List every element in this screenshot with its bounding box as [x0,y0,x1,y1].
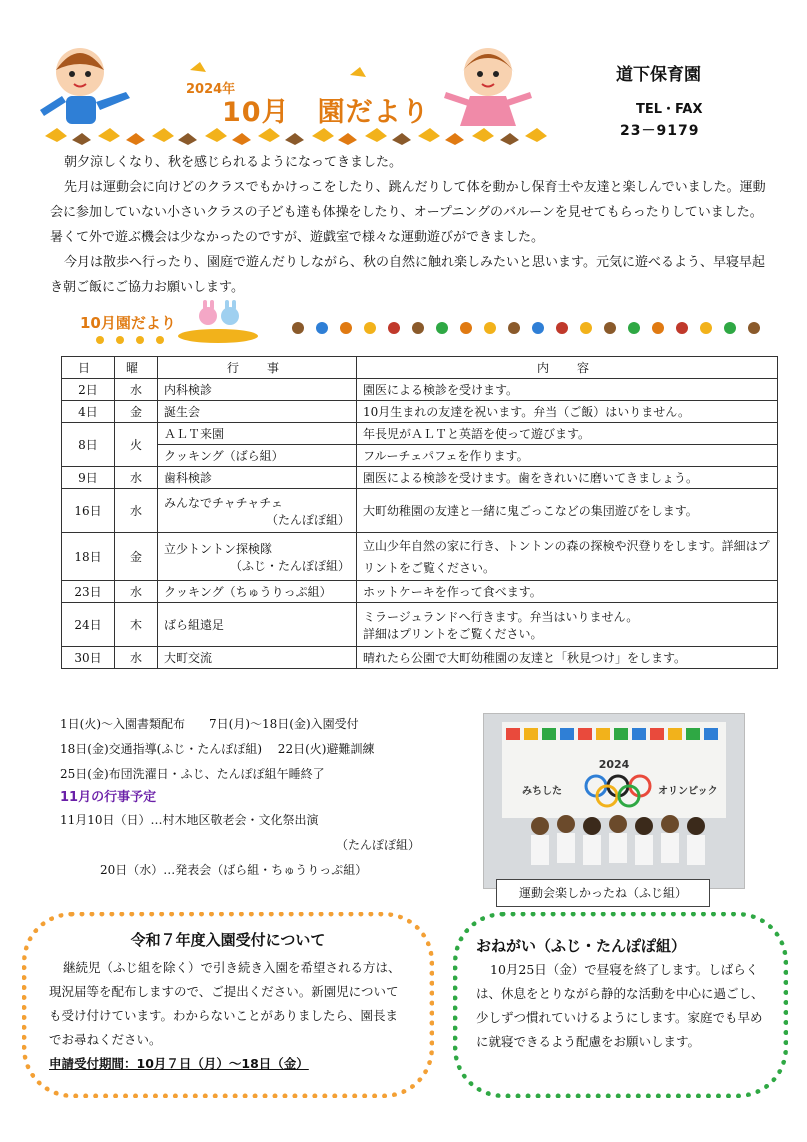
intro-paragraph: 先月は運動会に向けどのクラスでもかけっこをしたり、跳んだりして体を動かし保育士や友達と楽しんでいました。運動会に参加していない小さいクラスの子ども達も体操をしたり、オープニングのバルーンを見せてもらったりしていました。暑くて外で遊ぶ機会は少なかったのですが、遊戯室で様々な運動遊びができました。 [50,180,766,245]
photo-illustration [484,714,744,888]
school-name: 道下保育園 [616,65,701,85]
table-row [62,489,778,533]
table-row [62,603,778,647]
row-event: 内科検診 [158,379,357,401]
note-line: 25日(金)布団洗濯日・ふじ、たんぽぽ組午睡終了 [60,767,325,781]
tel-fax-number: 23－9179 [620,123,700,139]
table-row [62,581,778,603]
row-content: 10月生まれの友達を祝います。弁当（ご飯）はいりません。 [357,401,778,423]
row-content-line: 詳細はプリントをご覧ください。 [363,626,543,641]
row-weekday: 水 [115,379,158,401]
row-event: 歯科検診 [158,467,357,489]
row-event-line: みんなでチャチャチェ [164,495,283,510]
row-day: 23日 [62,581,115,603]
row-event [158,489,357,533]
autumn-food-icons [292,322,760,334]
request-title: おねがい（ふじ・たんぽぽ組） [476,937,687,955]
row-content: 年長児がＡＬＴと英語を使って遊びます。 [357,423,778,445]
november-line: 11月10日（日）…村木地区敬老会・文化祭出演 [60,813,319,827]
schedule-table [61,356,778,669]
november-heading: 11月の行事予定 [60,790,157,805]
table-row [62,401,778,423]
intro-text [50,150,772,300]
row-content: 大町幼稚園の友達と一緒に鬼ごっこなどの集団遊びをします。 [357,489,778,533]
table-row [62,647,778,669]
november-line: 20日（水）…発表会（ばら組・ちゅうりっぷ組） [100,863,368,877]
row-content: フルーチェパフェを作ります。 [357,445,778,467]
row-event: 誕生会 [158,401,357,423]
row-event [158,533,357,581]
banner-left: みちした [522,786,562,797]
newsletter-title: 10月 園だより [222,97,430,128]
row-day: 8日 [62,423,115,467]
row-weekday: 水 [115,581,158,603]
row-event: クッキング（ばら組） [158,445,357,467]
row-day: 9日 [62,467,115,489]
photo-caption: 運動会楽しかったね（ふじ組） [496,879,710,907]
note-line: 18日(金)交通指導(ふじ・たんぽぽ組) 22日(火)避難訓練 [60,742,375,756]
november-schedule [60,808,420,883]
row-weekday: 木 [115,603,158,647]
row-content: 晴れたら公園で大町幼稚園の友達と「秋見つけ」をします。 [357,647,778,669]
banner-year: 2024 [598,758,630,771]
row-day: 18日 [62,533,115,581]
notes-list [60,712,374,787]
row-content [357,603,778,647]
intro-paragraph: 朝夕涼しくなり、秋を感じられるようになってきました。 [64,155,403,170]
row-day: 24日 [62,603,115,647]
row-day: 30日 [62,647,115,669]
section-title: 10月園だより [80,314,176,332]
row-event: ばら組遠足 [158,603,357,647]
row-content: 園医による検診を受けます。 [357,379,778,401]
row-weekday: 水 [115,489,158,533]
row-day: 2日 [62,379,115,401]
request-notice [453,912,788,1098]
row-weekday: 金 [115,401,158,423]
row-event: クッキング（ちゅうりっぷ組） [158,581,357,603]
november-line: （たんぽぽ組） [336,838,421,852]
table-row [62,423,778,445]
header-event: 行 事 [158,357,357,379]
table-row [62,445,778,467]
table-row [62,379,778,401]
row-content-line: ミラージュランドへ行きます。弁当はいりません。 [363,609,639,624]
note-line: 1日(火)～入園書類配布 7日(月)～18日(金)入園受付 [60,717,359,731]
tel-fax-label: TEL・FAX [636,102,703,117]
row-content: ホットケーキを作って食べます。 [357,581,778,603]
intro-paragraph: 今月は散歩へ行ったり、園庭で遊んだりしながら、秋の自然に触れ楽しみたいと思います。元気に遊べるよう、早寝早起き朝ご飯にご協力お願いします。 [50,255,765,295]
girl-character-icon [444,48,532,126]
row-event-line: 立少トントン探検隊 [164,541,273,556]
row-event: ＡＬＴ来園 [158,423,357,445]
row-content: 園医による検診を受けます。歯をきれいに磨いてきましょう。 [357,467,778,489]
sports-day-photo [483,713,745,889]
header-day: 日 [62,357,115,379]
table-row [62,533,778,581]
enrollment-period: 申請受付期間：10月７日（月）～18日（金） [49,1056,309,1071]
row-weekday: 水 [115,647,158,669]
boy-character-icon [40,48,130,124]
row-event: 大町交流 [158,647,357,669]
row-weekday: 金 [115,533,158,581]
enrollment-title: 令和７年度入園受付について [130,931,326,949]
row-day: 16日 [62,489,115,533]
row-content: 立山少年自然の家に行き、トントンの森の探検や沢登りをします。詳細はプリントをご覧ください。 [357,533,778,581]
row-day: 4日 [62,401,115,423]
table-header-row [62,357,778,379]
newsletter-year: 2024年 [186,82,236,97]
table-row [62,467,778,489]
banner-right: オリンピック [658,786,718,797]
enrollment-body: 継続児（ふじ組を除く）で引き続き入園を希望される方は、現況届等を配布しますので、ご提出ください。新園児についても受け付けています。わからないことがありましたら、園長までお尋ねください。 [49,960,401,1047]
row-weekday: 水 [115,467,158,489]
row-event-group: （たんぽぽ組） [265,512,350,527]
enrollment-notice [22,912,434,1098]
header-weekday: 曜 [115,357,158,379]
row-event-group: （ふじ・たんぽぽ組） [229,558,350,573]
row-weekday: 火 [115,423,158,467]
header-content: 内 容 [357,357,778,379]
request-body: 10月25日（金）で昼寝を終了します。しばらくは、休息をとりながら静的な活動を中心に過ごし、少しずつ慣れていけるようにします。家庭でも早めに就寝できるよう配慮をお願いします。 [476,962,764,1049]
